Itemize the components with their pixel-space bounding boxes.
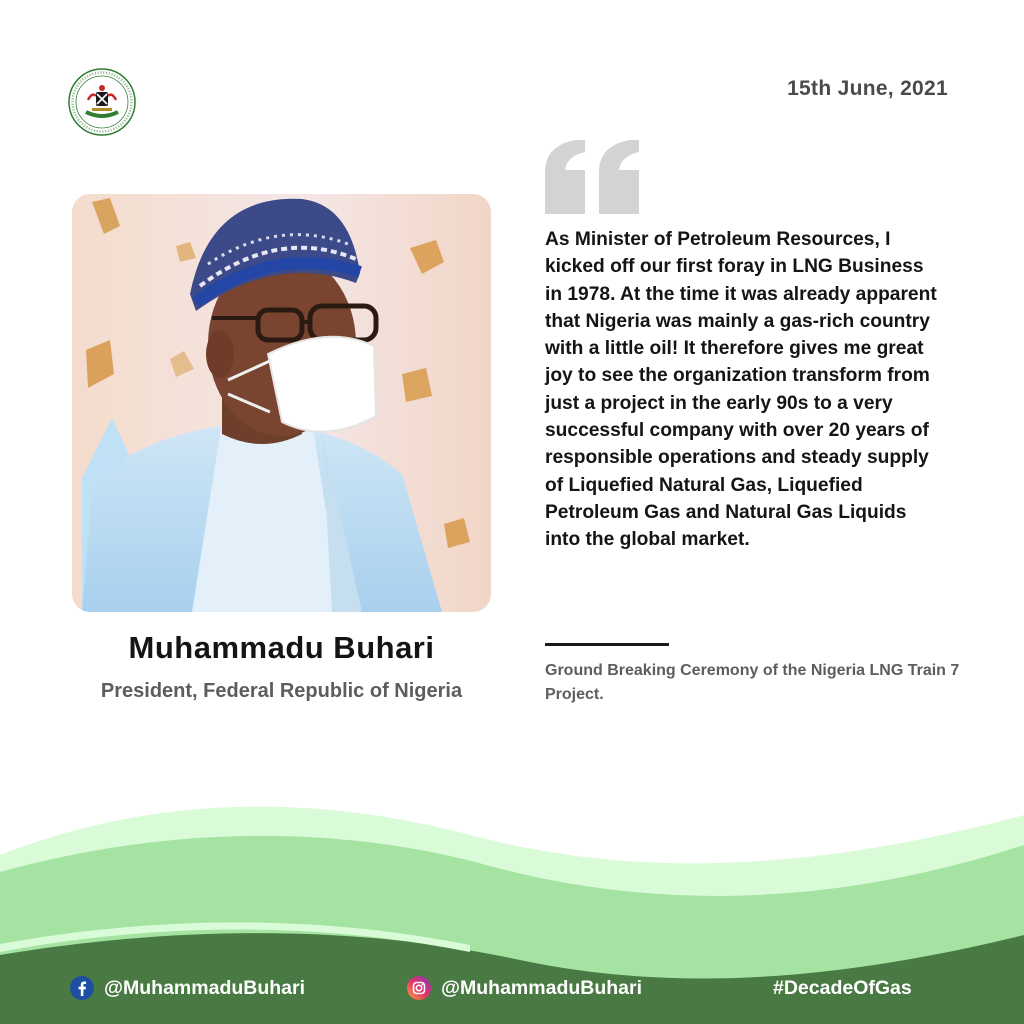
- facebook-icon: [70, 976, 94, 1000]
- facebook-handle: @MuhammaduBuhari: [104, 976, 306, 999]
- person-title: President, Federal Republic of Nigeria: [100, 680, 463, 702]
- facebook-link[interactable]: [70, 970, 305, 1006]
- quote-caption: Ground Breaking Ceremony of the Nigeria LNG Train 7 Project.: [545, 662, 960, 703]
- quote-text: As Minister of Petroleum Resources, I kicked off our first foray in LNG Business in 1978. At the time it was already apparent that Nigeria was mainly a gas-rich country with a little oil! It therefore gives me great joy to see the organization transform from just a project in the early 90s to a very successful company with over 20 years of responsible operations and steady supply of Liquefied Natural Gas, Liquefied Petroleum Gas and Natural Gas Liquids into the global market.: [545, 229, 937, 551]
- person-name: Muhammadu Buhari: [128, 630, 435, 665]
- instagram-handle: @MuhammaduBuhari: [441, 976, 643, 999]
- hashtag-label[interactable]: #DecadeOfGas: [773, 977, 912, 999]
- instagram-link[interactable]: [407, 970, 642, 1006]
- footer-bar: [0, 970, 1024, 1006]
- instagram-icon: [407, 976, 431, 1000]
- date-label: 15th June, 2021: [787, 77, 948, 100]
